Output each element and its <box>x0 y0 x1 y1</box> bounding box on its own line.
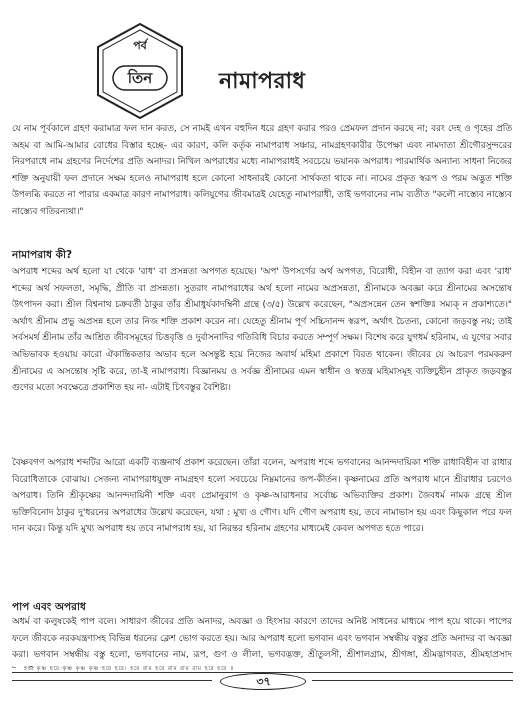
footer-mantra: হরে কৃষ্ণ হরে কৃষ্ণ কৃষ্ণ কৃষ্ণ হরে হরে। হরে রাম হরে রাম রাম রাম হরে হরে ॥ <box>24 666 235 672</box>
page-number: ৩৭ <box>256 675 271 688</box>
section-paragraph-what-is-offense: অপরাধ শব্দের অর্থ হলো যা থেকে 'রাধ' বা প্রসন্নতা অপগত হয়েছে। 'অপ' উপসর্গের অর্থ অপগত, বিরোধী, বিহীন বা ত্যাগ করা এবং 'রাধ' শব্দের অর্থ সফলতা, সমৃদ্ধি, প্রীতি বা প্রসন্নতা। সুতরাং নামাপরাধের অর্থ হলো নামের অপ্রসন্নতা, শ্রীনামকে অবজ্ঞা করে শ্রীনামের অসন্তোষ উৎপাদন করা। শ্রীল বিশ্বনাথ চক্রবর্তী ঠাকুর তাঁর শ্রীমাধুর্যকাদম্বিনী গ্রন্থে (৩/৫) উল্লেখ করেছেন, "অপ্রসন্নেন তেন স্বশক্তিঃ সম্যক্ ন প্রকাশ্যতে।" অর্থাৎ শ্রীনাম প্রভু অপ্রসন্ন হলে তার নিজ শক্তি প্রকাশ করেন না। যেহেতু শ্রীনাম পূর্ণ সচ্চিদানন্দ স্বরূপ, অর্থাৎ চৈতন্য, কোনো জড়বস্তু নয়; তাই সর্বসমর্থ শ্রীনাম তাঁর আশ্রিত জীবসমূহের চিত্তবৃত্তি ও দুর্বাসনাদির গতিবিধি বিচার করতে সম্পূর্ণ সক্ষম। বিশেষ করে যুগধর্ম হরিনাম, এ যুগের সবার অভিভাবক হওয়ায় কারো ঐকান্তিকতার অভাব হলে অসন্তুষ্ট হয়ে নিজের অবার্থ মহিমা প্রকাশে বিরত থাকেন। জীবের যে আচরণ পরমকরুণ শ্রীনামের এ অসন্তোষ সৃষ্টি করে, তা-ই নামাপরাধ। বিজ্ঞানময় ও সর্বজ্ঞ শ্রীনামের এমন স্বাধীন ও স্বতন্ত্র মহিমাসমূহ ব্যক্তিচুহীন প্রাকৃত জড়বস্তুর গুণের মতো সবক্ষেত্রে প্রকাশিত হয় না- এটাই চিৎবস্তুর বৈশিষ্ট্য। <box>12 267 512 394</box>
chapter-number-label: তিন <box>127 69 153 87</box>
intro-paragraph: যে নাম পূর্বকালে গ্রহণ করামাত্র ফল দান করত, সে নামই এখন বহুদিন ধরে গ্রহণ করার পরও প্রেমফল প্রদান করছে না; বরং দেহ ও গৃহের প্রতি অহম বা আমি-আমার বোধের বিস্তার হচ্ছে- এর কারণ, কলি কর্তৃক নামাপরাধ সঞ্চার, নামগ্রহণকারীর উপেক্ষা এবং নামদাতা শ্রীগৌরসুন্দরের নিরপরাধে নাম গ্রহণের নির্দেশের প্রতি অনাদর। নিখিল অপরাধের মধ্যে নামাপরাধই সবচেয়ে ভয়ানক অপরাধ। পারমার্থিক অন্যান্য সাধনা নিজের শক্তি অনুযায়ী ফল প্রদানে সক্ষম হলেও নামাপরাধ হলে কোনো সাধনারই কোনো সার্থকতা থাকে না। নামের প্রকৃত স্বরূপ ও পরম অদ্ভুত শক্তি উপলব্ধি করতে না পারার একমাত্র কারণ নামাপরাধ। কলিযুগের জীবমাত্রই যেহেতু নামাপরাধী, তাই ভগবানের নাম ব্যতীত "কলৌ নাস্ত্যেব নাস্ত্যেব নাস্ত্যেব গতিরন্যথা।" <box>12 124 512 217</box>
chapter-part-label: পর্ব <box>133 39 147 52</box>
footer-rule-right <box>312 680 513 681</box>
section-paragraph-sin-and-offense: অধর্ম বা কলুষকেই পাপ বলে। সাধারণ জীবের প্রতি অনাদর, অবজ্ঞা ও হিংসার কারণে তাদের অনিষ্ট সাধনের মাধ্যমে পাপ হয়ে থাকে। পাপের ফলে জীবকে নরকযন্ত্রণাসহ বিভিন্ন ধরনের ক্লেশ ভোগ করতে হয়। আর অপরাধ হলো ভগবান এবং ভগবান সম্বন্ধীয় বস্তুর প্রতি অনাদর বা অবজ্ঞা করা। ভগবান সম্বন্ধীয় বস্তু হলো, ভগবানের নাম, রূপ, গুণ ও লীলা, ভগবদ্ভক্ত, শ্রীতুলসী, শ্রীশালগ্রাম, শ্রীগঙ্গা, শ্রীমদ্ভাগবত, শ্রীমহাপ্রসাদ <box>12 617 512 661</box>
section-heading-sin-and-offense: পাপ এবং অপরাধ <box>12 601 86 613</box>
footer-rule-left <box>12 680 212 681</box>
section-heading-what-is-offense: নামাপরাধ কী? <box>12 249 73 261</box>
vaishnava-paragraph: বৈষ্ণবগণ অপরাধ শব্দটির আরো একটি ব্যঞ্জনার্থ প্রকাশ করেছেন। তাঁরা বলেন, অপরাধ শব্দে ভগবানের আনন্দদায়িকা শক্তি রাধাবিহীন বা রাধার বিরোধিতাকে বোঝায়। সেজন্য নামাপরাধযুক্ত নামগ্রহণ হলো সবচেয়ে নিম্নমানের জপ-কীর্তন। কৃষ্ণনামের প্রতি অপরাধ মানে শ্রীরাধার চরণেও অপরাধ। তিনি শ্রীকৃষ্ণের আনন্দদায়িনী শক্তি এবং প্রেমানুরাগ ও কৃষ্ণ-আরাধনার সর্বোচ্চ অভিব্যক্তির প্রকাশ। জৈবধর্ম নামক গ্রন্থে শ্রীল ভক্তিবিনোদ ঠাকুর দু'ধরনের অপরাধের উল্লেখ করেছেন, যথা : মুখ্য ও গৌণ। যদি গৌণ অপরাধ হয়, তবে নামাভাস হয় এবং কিছুকাল পরে ফল দান করে। কিন্তু যদি মুখ্য অপরাধ হয় তবে নামাপরাধ হয়, যা নিরন্তর হরিনাম গ্রহণের মাধ্যমেই কেবল অপগত হতে পারে। <box>12 458 512 535</box>
chapter-title: নামাপরাধ <box>219 69 306 94</box>
